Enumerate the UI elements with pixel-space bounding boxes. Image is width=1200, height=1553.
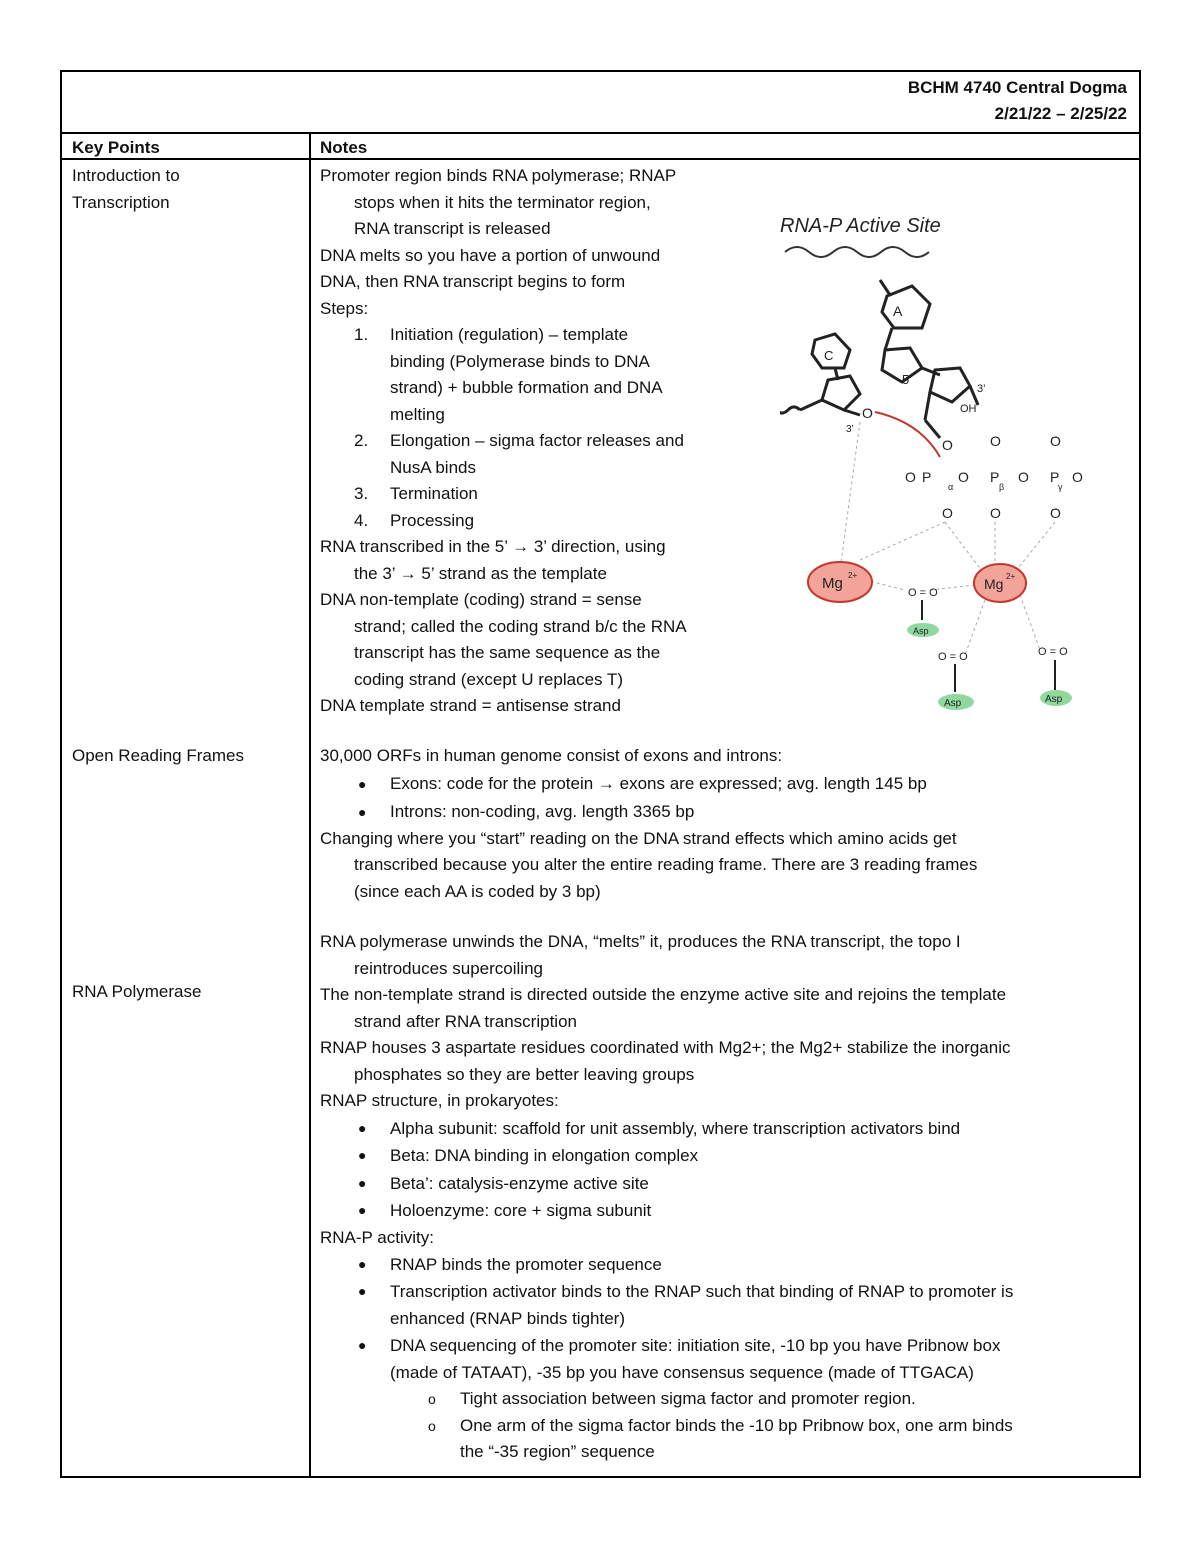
key-point-line: Transcription	[72, 192, 170, 212]
orf-notes	[320, 743, 1135, 905]
note-paragraph: 30,000 ORFs in human genome consist of exons and introns:	[320, 746, 783, 765]
svg-text:O = O: O = O	[938, 651, 968, 663]
mg-right-label: Mg	[984, 576, 1004, 592]
bullet-item: ● Beta: DNA binding in elongation complex	[358, 1146, 699, 1165]
date-range: 2/21/22 – 2/25/22	[994, 104, 1127, 123]
figure-title: RNA-P Active Site	[780, 215, 941, 237]
coordination-lines	[840, 422, 1055, 655]
svg-text:O: O	[958, 469, 969, 485]
sub-bullet-item: o One arm of the sigma factor binds the -10 bp Pribnow box, one arm binds the “-35 region” sequence	[428, 1415, 1013, 1461]
svg-text:O: O	[942, 505, 953, 521]
svg-text:Asp: Asp	[913, 626, 929, 636]
svg-text:O = O: O = O	[1038, 646, 1068, 658]
intro-notes	[320, 163, 790, 720]
nucleotide-c	[780, 334, 860, 415]
note-paragraph: RNA polymerase unwinds the DNA, “melts” it, produces the RNA transcript, the topo I reintroduces supercoiling	[320, 932, 961, 978]
steps-label: Steps:	[320, 298, 369, 318]
step-item: 2. Elongation – sigma factor releases and NusA binds	[354, 431, 684, 477]
base-c-label: C	[824, 348, 834, 363]
svg-text:O: O	[942, 437, 953, 453]
note-paragraph: RNA transcribed in the 5’ → 3’ direction, using the 3’ → 5’ strand as the template	[320, 537, 666, 583]
svg-text:P: P	[1050, 469, 1060, 485]
svg-text:O: O	[990, 505, 1001, 521]
bullet-item: ● RNAP binds the promoter sequence	[358, 1255, 662, 1274]
bullet-item: ● Beta’: catalysis-enzyme active site	[358, 1173, 649, 1193]
column-divider	[309, 134, 311, 1476]
mg-right-charge: 2+	[1006, 572, 1016, 581]
step-item: 3. Termination	[354, 484, 478, 503]
attack-arrow	[875, 412, 940, 457]
note-paragraph: DNA non-template (coding) strand = sense strand; called the coding strand b/c the RNA transcript has the same sequence as the coding strand (except U replaces T)	[320, 590, 687, 689]
svg-text:O: O	[1050, 505, 1061, 521]
base-a-label: A	[893, 303, 903, 319]
key-points-header: Key Points	[72, 138, 160, 157]
key-point-line: Introduction to	[72, 166, 180, 185]
mg-left-label: Mg	[822, 575, 843, 592]
bullet-item: ● Introns: non-coding, avg. length 3365 bp	[358, 801, 695, 821]
five-prime-label: 5’	[902, 372, 913, 387]
svg-text:P: P	[990, 469, 1000, 485]
table-header	[62, 72, 1139, 134]
rna-p-active-site-figure	[780, 200, 1140, 715]
svg-text:P: P	[922, 469, 932, 485]
step-item: 1. Initiation (regulation) – template binding (Polymerase binds to DNA strand) + bubble formation and DNA melting	[354, 325, 663, 424]
asp-residue-3	[1038, 646, 1072, 706]
note-paragraph: RNAP houses 3 aspartate residues coordinated with Mg2+; the Mg2+ stabilize the inorganic phosphates so they are better leaving groups	[320, 1038, 1011, 1084]
course-title: BCHM 4740 Central Dogma	[907, 78, 1127, 97]
note-paragraph: DNA melts so you have a portion of unwound DNA, then RNA transcript begins to form	[320, 245, 661, 291]
svg-text:O: O	[990, 433, 1001, 449]
key-point-intro	[72, 163, 180, 216]
notes-header: Notes	[320, 138, 368, 157]
note-paragraph: The non-template strand is directed outside the enzyme active site and rejoins the template strand after RNA transcription	[320, 985, 1007, 1031]
asp-residue-2	[938, 651, 974, 710]
svg-text:O: O	[1050, 433, 1061, 449]
oh-label: OH	[960, 403, 977, 415]
note-paragraph: Changing where you “start” reading on the DNA strand effects which amino acids get transcribed because you alter the entire reading frame. There are 3 reading frames (since each AA is coded by 3 bp)	[320, 828, 978, 901]
asp-residue-1	[907, 587, 939, 637]
key-point-orf: Open Reading Frames	[72, 746, 244, 765]
svg-text:Asp: Asp	[944, 698, 962, 709]
attacking-oxygen: O	[862, 405, 873, 421]
alpha-label: α	[948, 482, 954, 492]
three-prime-left-label: 3’	[846, 424, 854, 435]
beta-label: β	[999, 482, 1005, 492]
activity-label: RNA-P activity:	[320, 1227, 434, 1247]
sub-bullet-item: o Tight association between sigma factor and promoter region.	[428, 1389, 916, 1408]
svg-text:O: O	[1072, 469, 1083, 485]
key-point-rnap: RNA Polymerase	[72, 982, 202, 1001]
svg-text:O: O	[905, 469, 916, 485]
svg-text:O = O: O = O	[908, 587, 938, 599]
bullet-item: ● Exons: code for the protein → exons are expressed; avg. length 145 bp	[358, 773, 927, 793]
svg-text:Asp: Asp	[1045, 694, 1063, 705]
note-paragraph: Promoter region binds RNA polymerase; RNAP stops when it hits the terminator region, RNA transcript is released	[320, 166, 677, 238]
gamma-label: γ	[1058, 482, 1063, 492]
bullet-item: ● Transcription activator binds to the RNAP such that binding of RNAP to promoter is enhanced (RNAP binds tighter)	[358, 1282, 1014, 1328]
wavy-underline	[785, 247, 929, 257]
bullet-item: ● Holoenzyme: core + sigma subunit	[358, 1201, 652, 1220]
step-item: 4. Processing	[354, 510, 475, 530]
three-prime-top-label: 3’	[977, 383, 986, 395]
column-headers	[62, 134, 1139, 160]
mg-left-charge: 2+	[848, 571, 858, 580]
rnap-notes	[320, 929, 1135, 1466]
structure-label: RNAP structure, in prokaryotes:	[320, 1091, 559, 1110]
bullet-item: ● Alpha subunit: scaffold for unit assembly, where transcription activators bind	[358, 1118, 961, 1138]
svg-text:O: O	[1018, 469, 1029, 485]
note-paragraph: DNA template strand = antisense strand	[320, 696, 621, 715]
bullet-item: ● DNA sequencing of the promoter site: initiation site, -10 bp you have Pribnow box (made of TATAAT), -35 bp you have consensus sequence (made of TTGACA)	[358, 1336, 1001, 1382]
